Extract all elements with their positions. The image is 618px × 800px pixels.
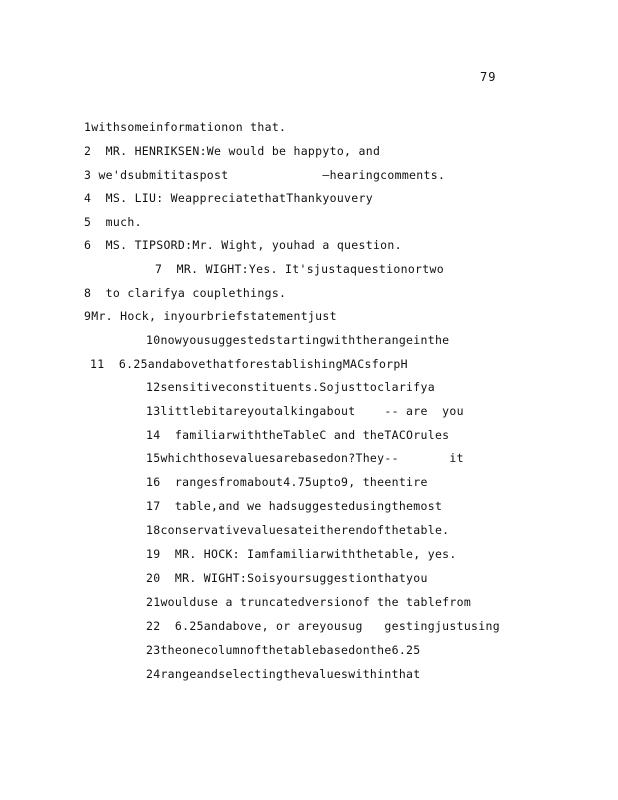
transcript-line-21: 21woulduse a truncatedversionof the tablefrom bbox=[146, 595, 472, 609]
transcript-line-10: 10nowyousuggestedstartingwiththerangeinthe bbox=[146, 333, 450, 347]
transcript-line-7: 7 MR. WIGHT:Yes. It'sjustaquestionortwo bbox=[155, 262, 444, 276]
transcript-line-9: 9Mr. Hock, inyourbriefstatementjust bbox=[84, 309, 337, 323]
transcript-line-3: 3 we'dsubmititaspost —hearingcomments. bbox=[84, 168, 446, 182]
transcript-line-19: 19 MR. HOCK: Iamfamiliarwiththetable, yes. bbox=[146, 547, 457, 561]
transcript-line-16: 16 rangesfromabout4.75upto9, theentire bbox=[146, 475, 428, 489]
transcript-line-13: 13littlebitareyoutalkingabout -- are you bbox=[146, 404, 464, 418]
transcript-line-24: 24rangeandselectingthevalueswithinthat bbox=[146, 667, 421, 681]
transcript-line-12: 12sensitiveconstituents.Sojusttoclarifya bbox=[146, 380, 435, 394]
transcript-line-14: 14 familiarwiththeTableC and theTACOrules bbox=[146, 428, 450, 442]
transcript-line-4: 4 MS. LIU: WeappreciatethatThankyouvery bbox=[84, 191, 373, 205]
transcript-line-15: 15whichthosevaluesarebasedon?They-- it bbox=[146, 451, 464, 465]
transcript-line-22: 22 6.25andabove, or areyousug gestingjustusing bbox=[146, 619, 500, 633]
transcript-line-2: 2 MR. HENRIKSEN:We would be happyto, and bbox=[84, 144, 381, 158]
transcript-line-6: 6 MS. TIPSORD:Mr. Wight, youhad a question. bbox=[84, 238, 402, 252]
transcript-line-8: 8 to clarifya couplethings. bbox=[84, 286, 287, 300]
page-number: 79 bbox=[480, 70, 497, 84]
transcript-line-5: 5 much. bbox=[84, 215, 142, 229]
transcript-line-17: 17 table,and we hadsuggestedusingthemost bbox=[146, 499, 443, 513]
transcript-line-11: 11 6.25andabovethatforestablishingMACsforpH bbox=[90, 357, 408, 371]
transcript-line-1: 1withsomeinformationon that. bbox=[84, 120, 287, 134]
transcript-line-20: 20 MR. WIGHT:Soisyoursuggestionthatyou bbox=[146, 571, 428, 585]
transcript-line-23: 23theonecolumnofthetablebasedonthe6.25 bbox=[146, 643, 421, 657]
transcript-line-18: 18conservativevaluesateitherendofthetable. bbox=[146, 523, 450, 537]
